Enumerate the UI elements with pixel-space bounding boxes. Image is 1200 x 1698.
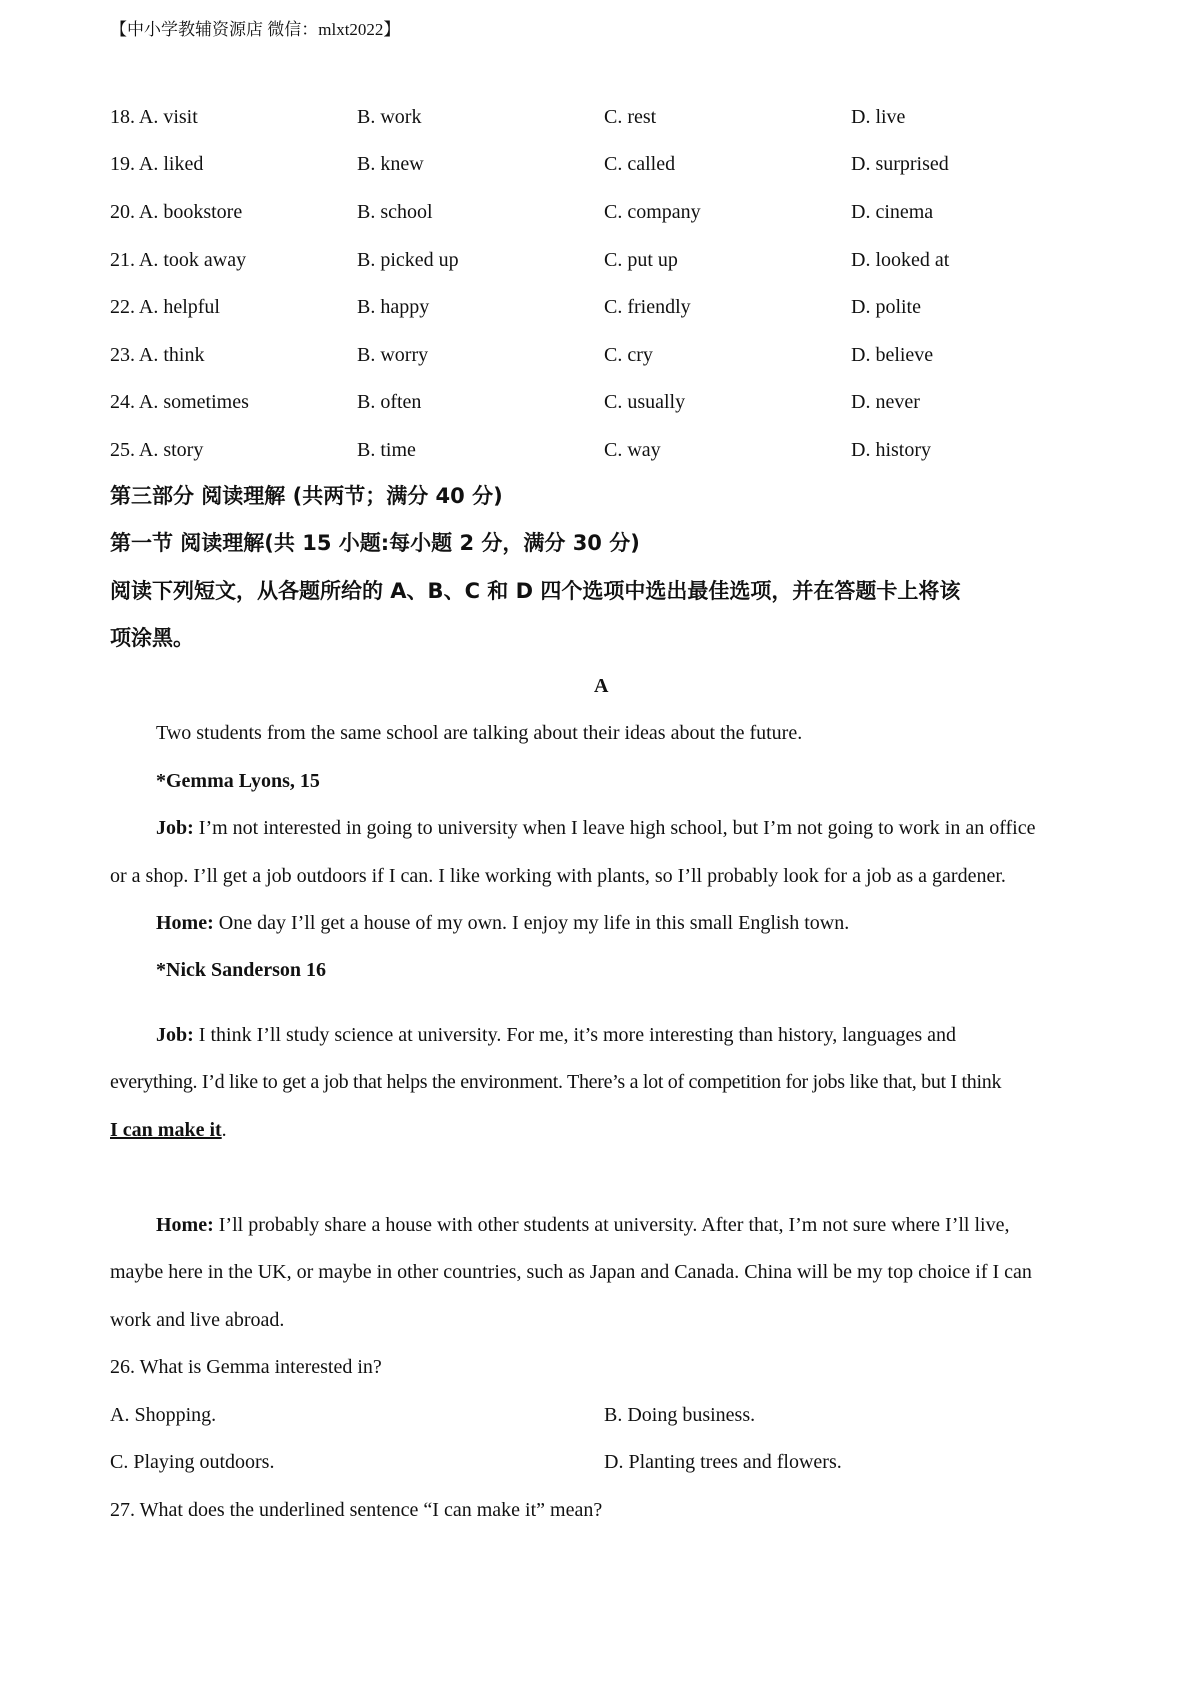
option-d: D. surprised bbox=[851, 153, 949, 175]
paragraph-line: everything. I’d like to get a job that helps the environment. There’s a lot of competition for jobs like that, but I think bbox=[110, 1071, 1002, 1093]
option-c: C. company bbox=[604, 201, 701, 223]
question-stem: 26. What is Gemma interested in? bbox=[110, 1356, 382, 1378]
option-c: C. rest bbox=[604, 106, 657, 128]
option-b: B. worry bbox=[357, 344, 429, 366]
option-b: B. knew bbox=[357, 153, 424, 175]
option-b: B. often bbox=[357, 391, 422, 413]
passage-intro: Two students from the same school are talking about their ideas about the future. bbox=[156, 722, 803, 744]
paragraph-line bbox=[156, 910, 849, 936]
option-a: 22. A. helpful bbox=[110, 296, 220, 318]
text: I think I’ll study science at university. For me, it’s more interesting than history, languages and bbox=[193, 1024, 957, 1046]
text: One day I’ll get a house of my own. I enjoy my life in this small English town. bbox=[213, 912, 850, 934]
home-label: Home: bbox=[156, 912, 214, 934]
instruction: 阅读下列短文，从各题所给的 A、B、C 和 D 四个选项中选出最佳选项，并在答题卡上将该 bbox=[110, 579, 961, 603]
paragraph-line: or a shop. I’ll get a job outdoors if I can. I like working with plants, so I’ll probably look for a job as a gardener. bbox=[110, 865, 1006, 887]
paragraph-line: maybe here in the UK, or maybe in other countries, such as Japan and Canada. China will be my top choice if I can bbox=[110, 1261, 1032, 1283]
option-a: 20. A. bookstore bbox=[110, 201, 243, 223]
answer-option-a: A. Shopping. bbox=[110, 1404, 217, 1426]
option-d: D. cinema bbox=[851, 201, 934, 223]
option-d: D. looked at bbox=[851, 249, 950, 271]
option-c: C. friendly bbox=[604, 296, 691, 318]
paragraph-line bbox=[156, 815, 1036, 841]
paragraph-line: work and live abroad. bbox=[110, 1309, 285, 1331]
answer-option-d: D. Planting trees and flowers. bbox=[604, 1451, 842, 1473]
instruction-cont: 项涂黑。 bbox=[110, 626, 194, 650]
option-b: B. work bbox=[357, 106, 422, 128]
option-b: B. school bbox=[357, 201, 433, 223]
answer-option-b: B. Doing business. bbox=[604, 1404, 756, 1426]
paragraph-line bbox=[156, 1022, 956, 1048]
option-a: 19. A. liked bbox=[110, 153, 204, 175]
option-c: C. usually bbox=[604, 391, 686, 413]
option-c: C. way bbox=[604, 439, 661, 461]
home-label: Home: bbox=[156, 1214, 214, 1236]
option-d: D. polite bbox=[851, 296, 921, 318]
option-b: B. picked up bbox=[357, 249, 459, 271]
option-c: C. cry bbox=[604, 344, 653, 366]
option-c: C. put up bbox=[604, 249, 678, 271]
question-stem: 27. What does the underlined sentence “I can make it” mean? bbox=[110, 1499, 603, 1521]
text: I’ll probably share a house with other students at university. After that, I’m not sure where I’ll live, bbox=[213, 1214, 1010, 1236]
section-title: 第一节 阅读理解(共 15 小题:每小题 2 分，满分 30 分) bbox=[110, 531, 640, 555]
job-label: Job: bbox=[156, 1024, 194, 1046]
answer-option-c: C. Playing outdoors. bbox=[110, 1451, 275, 1473]
paragraph-line bbox=[156, 1212, 1009, 1238]
option-d: D. history bbox=[851, 439, 931, 461]
option-d: D. never bbox=[851, 391, 920, 413]
option-a: 24. A. sometimes bbox=[110, 391, 249, 413]
job-label: Job: bbox=[156, 817, 194, 839]
speaker-name: *Nick Sanderson 16 bbox=[156, 959, 327, 981]
option-c: C. called bbox=[604, 153, 676, 175]
part-title: 第三部分 阅读理解 (共两节；满分 40 分) bbox=[110, 484, 503, 508]
option-a: 18. A. visit bbox=[110, 106, 198, 128]
option-a: 21. A. took away bbox=[110, 249, 247, 271]
option-b: B. time bbox=[357, 439, 416, 461]
underlined-sentence: I can make it bbox=[110, 1119, 222, 1141]
option-b: B. happy bbox=[357, 296, 430, 318]
option-d: D. live bbox=[851, 106, 906, 128]
text: I’m not interested in going to university when I leave high school, but I’m not going to work in an office bbox=[193, 817, 1036, 839]
option-d: D. believe bbox=[851, 344, 934, 366]
speaker-name: *Gemma Lyons, 15 bbox=[156, 770, 320, 792]
option-a: 25. A. story bbox=[110, 439, 204, 461]
paragraph-line bbox=[110, 1117, 227, 1143]
text: . bbox=[221, 1119, 227, 1141]
page-header: 【中小学教辅资源店 微信：mlxt2022】 bbox=[110, 20, 401, 39]
passage-label: A bbox=[594, 675, 609, 697]
option-a: 23. A. think bbox=[110, 344, 205, 366]
